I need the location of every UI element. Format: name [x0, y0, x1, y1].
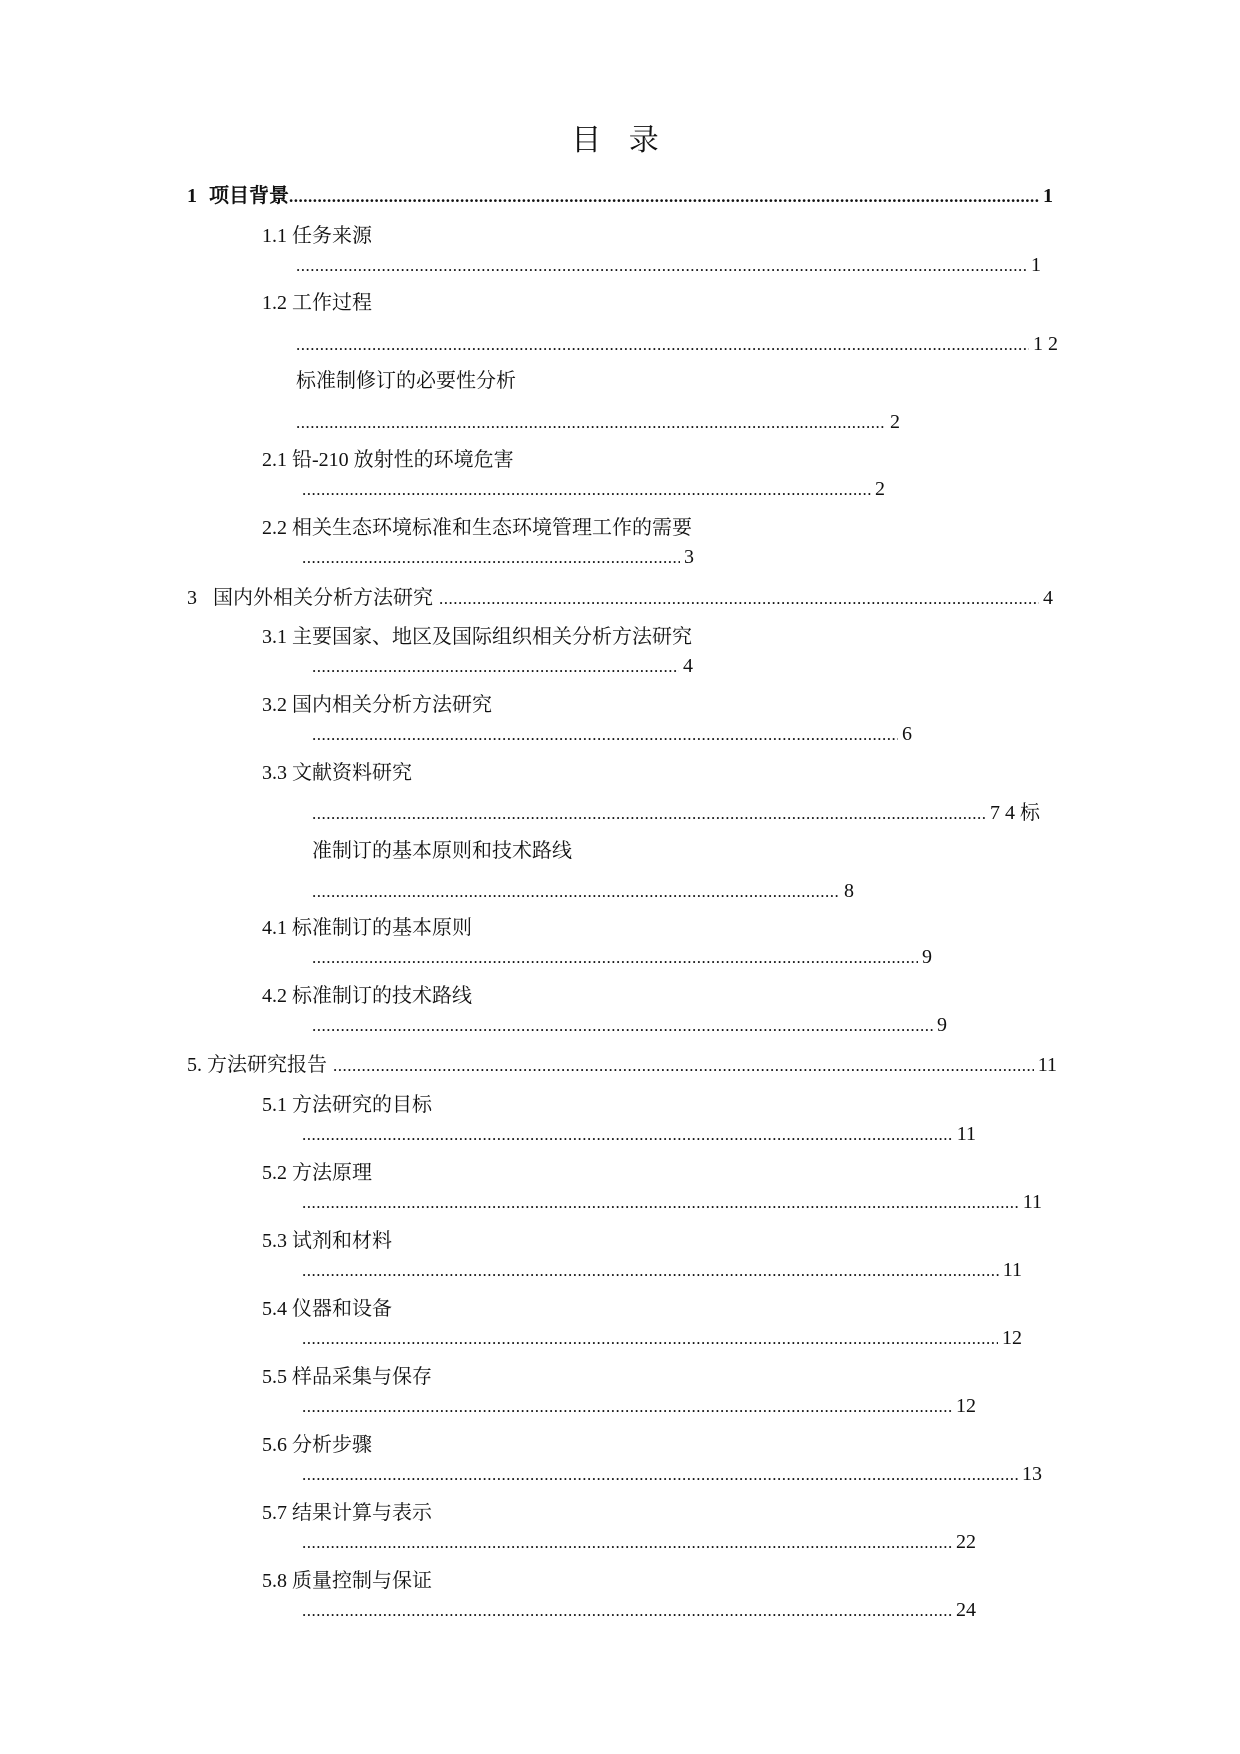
toc-title: 目 录	[571, 124, 669, 158]
toc-page-number: 3	[684, 546, 694, 568]
toc-leader	[302, 1194, 1019, 1211]
toc-page-number: 9	[922, 946, 932, 968]
toc-entry-1-2-label[interactable]: 1.2 工作过程	[262, 292, 372, 314]
toc-leader	[296, 414, 886, 431]
toc-page-number: 6	[902, 723, 912, 745]
toc-label: 项目背景	[209, 185, 289, 207]
toc-number: 3	[187, 587, 197, 609]
toc-entry-1-1-label[interactable]: 1.1 任务来源	[262, 225, 372, 247]
toc-entry-5-7-label[interactable]: 5.7 结果计算与表示	[262, 1502, 432, 1524]
toc-leader	[333, 1057, 1034, 1074]
toc-page-number: 4	[683, 655, 693, 677]
toc-leader	[302, 549, 680, 566]
toc-leader	[289, 188, 1039, 205]
toc-page-number: 9	[937, 1014, 947, 1036]
toc-leader	[312, 1017, 933, 1034]
toc-page-number: 7 4 标	[990, 802, 1040, 824]
toc-entry-1[interactable]	[187, 186, 1053, 206]
toc-entry-5[interactable]	[187, 1055, 1057, 1075]
toc-entry-5-7-leader-row	[302, 1532, 976, 1552]
toc-entry-3[interactable]	[187, 588, 1053, 608]
toc-entry-4-label[interactable]: 准制订的基本原则和技术路线	[312, 840, 572, 862]
toc-entry-4-1-label[interactable]: 4.1 标准制订的基本原则	[262, 917, 472, 939]
toc-leader	[302, 1534, 952, 1551]
toc-leader	[302, 1398, 952, 1415]
toc-entry-3-3-label[interactable]: 3.3 文献资料研究	[262, 762, 412, 784]
toc-entry-5-6-label[interactable]: 5.6 分析步骤	[262, 1434, 372, 1456]
toc-entry-5-5-leader-row	[302, 1396, 976, 1416]
toc-entry-4-leader-row	[312, 881, 854, 901]
toc-entry-5-8-leader-row	[302, 1600, 976, 1620]
toc-page-number: 11	[1037, 1054, 1057, 1076]
toc-entry-2-2-label[interactable]: 2.2 相关生态环境标准和生态环境管理工作的需要	[262, 517, 692, 539]
toc-page-number: 11	[1002, 1259, 1022, 1281]
toc-leader	[302, 1262, 999, 1279]
toc-leader	[302, 1466, 1018, 1483]
toc-leader	[302, 1126, 953, 1143]
toc-page-number: 2	[875, 478, 885, 500]
toc-leader	[302, 1330, 998, 1347]
toc-leader	[312, 949, 918, 966]
toc-leader	[312, 658, 679, 675]
toc-page-number: 1	[1043, 185, 1053, 207]
toc-page-number: 22	[956, 1531, 976, 1553]
toc-entry-2-label[interactable]: 标准制修订的必要性分析	[296, 370, 516, 392]
toc-entry-5-6-leader-row	[302, 1464, 1042, 1484]
toc-leader	[312, 726, 898, 743]
toc-entry-5-4-label[interactable]: 5.4 仪器和设备	[262, 1298, 392, 1320]
toc-page-number: 12	[956, 1395, 976, 1417]
toc-entry-5-8-label[interactable]: 5.8 质量控制与保证	[262, 1570, 432, 1592]
toc-page-number: 13	[1022, 1463, 1042, 1485]
toc-label: 国内外相关分析方法研究	[213, 587, 433, 609]
toc-entry-4-2-leader-row	[312, 1015, 947, 1035]
toc-entry-3-1-leader-row	[312, 656, 693, 676]
toc-page-number: 1	[1031, 254, 1041, 276]
toc-leader	[312, 883, 840, 900]
toc-page-number: 11	[956, 1123, 976, 1145]
toc-page-number: 1 2	[1033, 333, 1058, 355]
toc-leader	[302, 1602, 952, 1619]
toc-entry-2-1-label[interactable]: 2.1 铅-210 放射性的环境危害	[262, 449, 514, 471]
toc-entry-3-2-label[interactable]: 3.2 国内相关分析方法研究	[262, 694, 492, 716]
toc-entry-1-2-leader-row	[296, 334, 1058, 354]
toc-number: 1	[187, 185, 197, 207]
toc-entry-5-4-leader-row	[302, 1328, 1022, 1348]
toc-entry-1-1-leader-row	[296, 255, 1041, 275]
toc-entry-3-1-label[interactable]: 3.1 主要国家、地区及国际组织相关分析方法研究	[262, 626, 692, 648]
toc-page-number: 11	[1022, 1191, 1042, 1213]
toc-entry-2-2-leader-row	[302, 547, 694, 567]
toc-page-number: 2	[890, 411, 900, 433]
toc-leader	[296, 336, 1029, 353]
toc-entry-2-leader-row	[296, 412, 900, 432]
toc-entry-5-3-leader-row	[302, 1260, 1022, 1280]
toc-leader	[312, 805, 986, 822]
toc-leader	[296, 257, 1027, 274]
toc-entry-5-1-leader-row	[302, 1124, 976, 1144]
toc-page-number: 12	[1002, 1327, 1022, 1349]
toc-leader	[302, 481, 871, 498]
toc-page-number: 8	[844, 880, 854, 902]
toc-page-number: 24	[956, 1599, 976, 1621]
toc-entry-5-3-label[interactable]: 5.3 试剂和材料	[262, 1230, 392, 1252]
toc-label: 5. 方法研究报告	[187, 1054, 327, 1076]
toc-entry-3-3-leader-row	[312, 803, 1040, 823]
toc-entry-2-1-leader-row	[302, 479, 885, 499]
toc-entry-4-1-leader-row	[312, 947, 932, 967]
toc-entry-4-2-label[interactable]: 4.2 标准制订的技术路线	[262, 985, 472, 1007]
toc-entry-5-1-label[interactable]: 5.1 方法研究的目标	[262, 1094, 432, 1116]
toc-leader	[439, 590, 1039, 607]
toc-page-number: 4	[1043, 587, 1053, 609]
toc-entry-5-5-label[interactable]: 5.5 样品采集与保存	[262, 1366, 432, 1388]
toc-entry-3-2-leader-row	[312, 724, 912, 744]
toc-entry-5-2-label[interactable]: 5.2 方法原理	[262, 1162, 372, 1184]
toc-entry-5-2-leader-row	[302, 1192, 1042, 1212]
